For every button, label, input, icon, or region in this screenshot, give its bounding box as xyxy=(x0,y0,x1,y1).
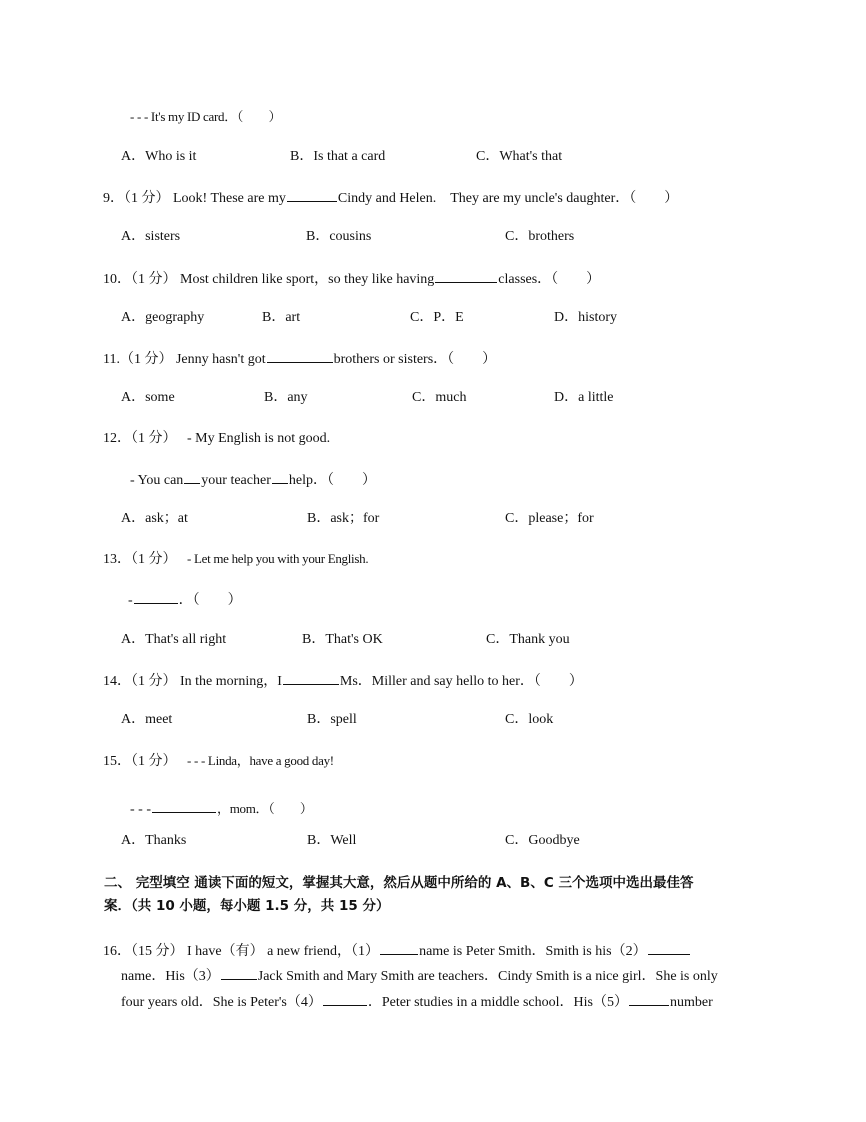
q9-blank[interactable] xyxy=(287,188,337,202)
q12-blank-2[interactable] xyxy=(272,470,288,484)
q16-line3-b: ．Peter studies in a middle school．His（5） xyxy=(367,995,628,1010)
q10-option-a: A．geography xyxy=(121,310,205,325)
q16-blank-3[interactable] xyxy=(221,966,257,980)
section-2-heading-line2: 案．（共 10 小题，每小题 1.5 分，共 15 分） xyxy=(104,898,390,914)
q10-option-d: D．history xyxy=(554,310,617,325)
q15-option-a: A．Thanks xyxy=(121,833,187,848)
q16-blank-4[interactable] xyxy=(323,992,367,1006)
q11-option-b: B．any xyxy=(264,390,308,405)
q13-stem xyxy=(103,550,368,569)
q10-number: 10．（1 分） xyxy=(103,272,177,287)
q16-blank-1[interactable] xyxy=(380,941,418,955)
q11-text-after: brothers or sisters．（ ） xyxy=(333,352,497,367)
q15-line2-b: ，mom．（ ） xyxy=(217,801,313,816)
q16-line2-b: Jack Smith and Mary Smith are teachers．Cindy Smith is a nice girl．She is only xyxy=(257,969,718,984)
q8-option-a: A．Who is it xyxy=(121,149,197,164)
q13-line2-a: - xyxy=(128,593,133,608)
q13-option-c: C．Thank you xyxy=(486,632,570,647)
q9-text-after: Cindy and Helen. They are my uncle's daughter．（ ） xyxy=(337,191,679,206)
q11-option-d: D．a little xyxy=(554,390,614,405)
q10-text-after: classes．（ ） xyxy=(498,272,601,287)
q9-text-before: Look! These are my xyxy=(173,191,286,206)
q15-line2 xyxy=(130,790,313,819)
q11-option-c: C．much xyxy=(412,390,467,405)
q15-stem xyxy=(103,752,334,771)
q9-option-b: B．cousins xyxy=(306,229,372,244)
q16-line1-b: name is Peter Smith．Smith is his（2） xyxy=(419,944,647,959)
q13-blank[interactable] xyxy=(134,590,178,604)
q13-line2-b: ．（ ） xyxy=(178,593,242,608)
q10-option-c: C．P．E xyxy=(410,310,464,325)
q9-number: 9．（1 分） xyxy=(103,191,170,206)
q12-line2 xyxy=(130,470,376,490)
q16-line3-a: four years old．She is Peter's（4） xyxy=(121,995,322,1010)
q15-option-c: C．Goodbye xyxy=(505,833,580,848)
q15-blank[interactable] xyxy=(152,790,216,813)
q12-option-c: C．please；for xyxy=(505,511,594,526)
q13-line2 xyxy=(128,590,242,610)
q11-blank[interactable] xyxy=(267,349,333,363)
q13-line1: - Let me help you with your English. xyxy=(187,551,369,566)
q12-line2-c: help．（ ） xyxy=(288,473,376,488)
q16-blank-5[interactable] xyxy=(629,992,669,1006)
q14-number: 14．（1 分） xyxy=(103,674,177,689)
q15-line2-a: - - - xyxy=(130,802,151,817)
q10-blank[interactable] xyxy=(435,269,497,283)
q16-blank-2[interactable] xyxy=(648,941,690,955)
q8-option-c: C．What's that xyxy=(476,149,563,164)
q9-option-c: C．brothers xyxy=(505,229,575,244)
q16-line2 xyxy=(121,966,718,986)
q14-text-before: In the morning，I xyxy=(180,674,282,689)
q12-option-a: A．ask；at xyxy=(121,511,188,526)
q16-line3-c: number xyxy=(669,995,713,1010)
q14-option-c: C．look xyxy=(505,712,554,727)
q14-text-after: Ms．Miller and say hello to her．（ ） xyxy=(339,674,583,689)
q16-line1 xyxy=(103,941,691,961)
q12-line2-a: - You can xyxy=(130,473,184,488)
q10-stem xyxy=(103,269,600,289)
q9-stem xyxy=(103,188,678,208)
q8-dialog: - - - It's my ID card．（ ） xyxy=(130,109,282,124)
q10-option-b: B．art xyxy=(262,310,301,325)
q12-blank-1[interactable] xyxy=(184,470,200,484)
q13-number: 13．（1 分） xyxy=(103,552,177,567)
q15-line1: - - - Linda，have a good day! xyxy=(187,753,334,768)
q14-blank[interactable] xyxy=(283,671,339,685)
q9-option-a: A．sisters xyxy=(121,229,181,244)
q16-line3 xyxy=(121,992,713,1012)
section-2-heading-line1: 二、 完型填空 通读下面的短文，掌握其大意，然后从题中所给的 A、B、C 三个选项中选出最佳答 xyxy=(104,875,694,891)
q12-option-b: B．ask；for xyxy=(307,511,380,526)
q12-line1: - My English is not good. xyxy=(187,431,331,446)
q15-number: 15．（1 分） xyxy=(103,754,177,769)
q16-line1-a: 16．（15 分） I have（有） a new friend，（1） xyxy=(103,944,380,959)
q8-option-b: B．Is that a card xyxy=(290,149,386,164)
q14-stem xyxy=(103,671,583,691)
q14-option-b: B．spell xyxy=(307,712,357,727)
q16-line2-a: name．His（3） xyxy=(121,969,220,984)
q11-number: 11.（1 分） xyxy=(103,352,173,367)
q13-option-a: A．That's all right xyxy=(121,632,227,647)
q11-option-a: A．some xyxy=(121,390,175,405)
q11-text-before: Jenny hasn't got xyxy=(175,352,266,367)
q11-stem xyxy=(103,349,496,369)
q10-text-before: Most children like sport，so they like having xyxy=(180,272,435,287)
q12-line2-b: your teacher xyxy=(201,473,271,488)
q15-option-b: B．Well xyxy=(307,833,357,848)
q12-number: 12．（1 分） xyxy=(103,431,177,446)
q14-option-a: A．meet xyxy=(121,712,173,727)
q12-stem xyxy=(103,430,330,448)
q13-option-b: B．That's OK xyxy=(302,632,383,647)
